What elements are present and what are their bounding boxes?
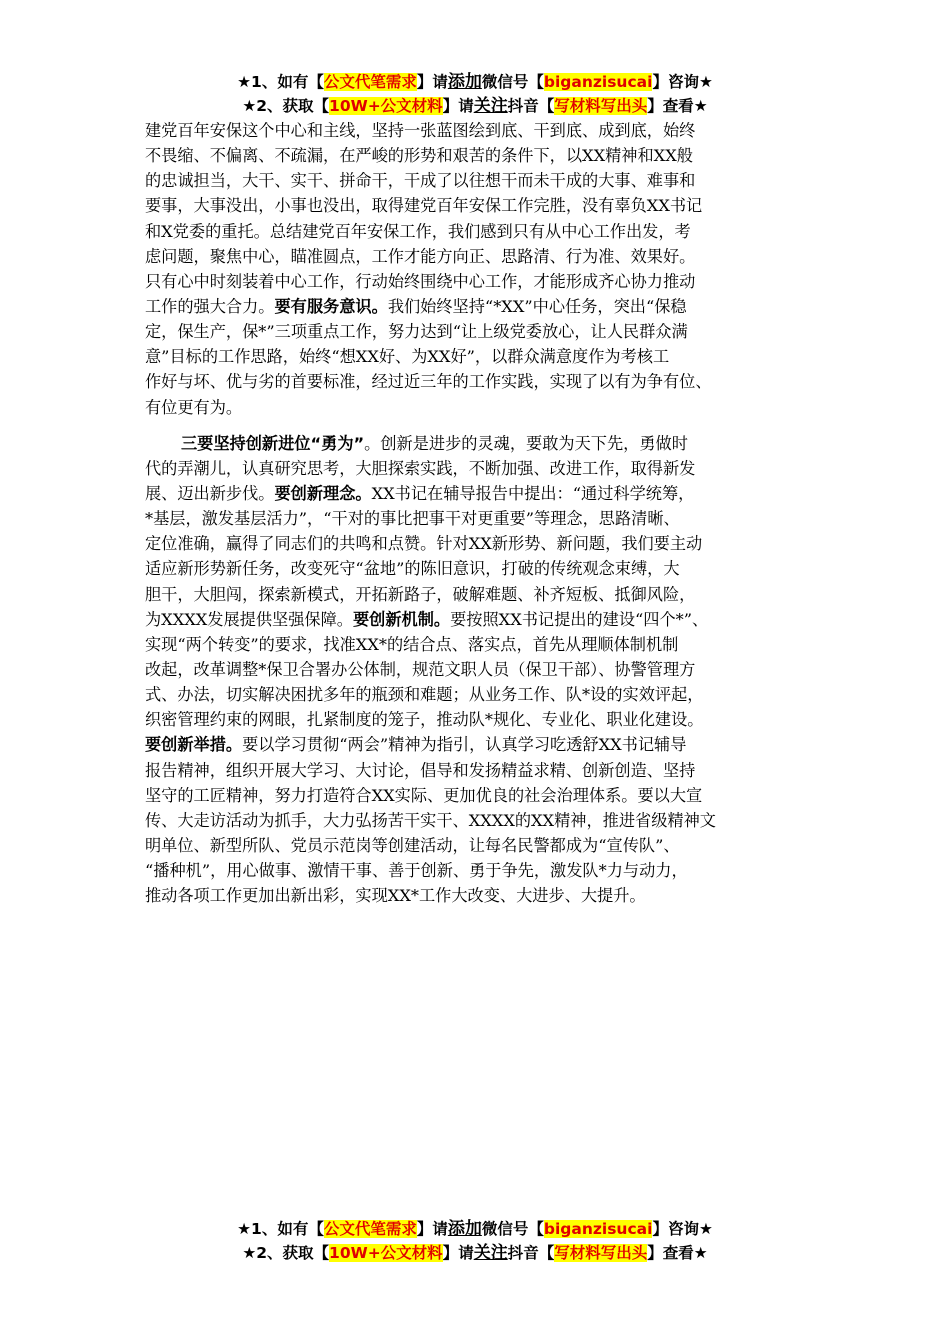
- highlight-text: biganzisucai: [543, 73, 653, 91]
- text-line: 式、办法，切实解决困扰多年的瓶颈和难题；从业务工作、队*设的实效评起，: [145, 685, 704, 705]
- text-line: 意”目标的工作思路，始终“想XX好、为XX好”，以群众满意度作为考核工: [145, 347, 670, 367]
- text-line: 的忠诚担当，大干、实干、拼命干，干成了以往想干而未干成的大事、难事和: [145, 171, 696, 191]
- text-line: 作好与坏、优与劣的首要标准，经过近三年的工作实践，实现了以有为争有位、: [145, 372, 712, 392]
- text-line: 只有心中时刻装着中心工作，行动始终围绕中心工作，才能形成齐心协力推动: [145, 271, 696, 291]
- text-line: 定，保生产，保*”三项重点工作，努力达到“让上级党委放心，让人民群众满: [145, 322, 688, 342]
- text-line: 要创新举措。要以学习贯彻“两会”精神为指引，认真学习吃透舒XX书记辅导: [145, 735, 687, 755]
- text-line: 不畏缩、不偏离、不疏漏，在严峻的形势和艰苦的条件下，以XX精神和XX般: [145, 146, 693, 166]
- text-line: 坚守的工匠精神，努力打造符合XX实际、更加优良的社会治理体系。要以大宣: [145, 785, 703, 805]
- bold-heading: 要创新举措。: [145, 735, 243, 755]
- text-line: 传、大走访活动为抓手，大力弘扬苦干实干、XXXX的XX精神，推进省级精神文: [145, 810, 716, 830]
- bold-heading: 要创新机制。: [352, 609, 451, 629]
- text-line: 三要坚持创新进位“勇为”。创新是进步的灵魂，要敢为天下先，勇做时: [181, 433, 688, 453]
- bold-heading: 三要坚持创新进位“勇为”: [181, 433, 365, 453]
- paragraph-2: [145, 431, 810, 909]
- text-line: 胆干，大胆闯，探索新模式，开拓新路子，破解难题、补齐短板、抵御风险，: [145, 584, 696, 604]
- highlight-text: 公文代笔需求: [323, 1220, 417, 1238]
- highlight-text: biganzisucai: [543, 1220, 653, 1238]
- footer-line-2: ★2、获取【10W+公文材料】请关注抖音【写材料写出头】查看★: [242, 1243, 708, 1263]
- text-line: 为XXXX发展提供坚强保障。要创新机制。要按照XX书记提出的建设“四个*”、: [145, 609, 709, 629]
- text-line: 推动各项工作更加出新出彩，实现XX*工作大改变、大进步、大提升。: [145, 886, 646, 906]
- header-banner: [0, 70, 950, 118]
- text-line: 有位更有为。: [145, 397, 243, 417]
- body-text: [145, 118, 810, 908]
- text-line: 明单位、新型所队、党员示范岗等创建活动，让每名民警都成为“宣传队”、: [145, 835, 680, 855]
- highlight-text: 公文代笔需求: [323, 73, 417, 91]
- text-line: 展、迈出新步伐。要创新理念。XX书记在辅导报告中提出：“通过科学统筹，: [145, 483, 695, 503]
- text-line: 实现“两个转变”的要求，找准XX*的结合点、落实点，首先从理顺体制机制: [145, 634, 679, 654]
- text-line: 织密管理约束的网眼，扎紧制度的笼子，推动队*规化、专业化、职业化建设。: [145, 710, 704, 730]
- text-line: *基层，激发基层活力”，“干对的事比把事干对更重要”等理念，思路清晰、: [145, 509, 680, 529]
- footer-line-1: ★1、如有【公文代笔需求】请添加微信号【biganzisucai】咨询★: [237, 1219, 713, 1239]
- text-line: 工作的强大合力。要有服务意识。我们始终坚持“*XX”中心任务，突出“保稳: [145, 296, 687, 316]
- paragraph-1: [145, 118, 810, 420]
- text-line: “播种机”，用心做事、激情干事、善于创新、勇于争先，激发队*力与动力，: [145, 861, 688, 881]
- text-line: 定位准确，赢得了同志们的共鸣和点赞。针对XX新形势、新问题，我们要主动: [145, 534, 703, 554]
- highlight-text: 10W+公文材料: [329, 97, 443, 115]
- text-line: 适应新形势新任务，改变死守“盆地”的陈旧意识，打破的传统观念束缚，大: [145, 559, 680, 579]
- highlight-text: 写材料写出头: [554, 97, 648, 115]
- text-line: 虑问题，聚焦中心，瞄准圆点，工作才能方向正、思路清、行为准、效果好。: [145, 246, 696, 266]
- footer-banner: [0, 1217, 950, 1265]
- bold-heading: 要有服务意识。: [274, 296, 388, 316]
- highlight-text: 写材料写出头: [554, 1244, 648, 1262]
- text-line: 和X党委的重托。总结建党百年安保工作，我们感到只有从中心工作出发，考: [145, 221, 691, 241]
- text-line: 建党百年安保这个中心和主线，坚持一张蓝图绘到底、干到底、成到底，始终: [145, 121, 696, 140]
- highlight-text: 10W+公文材料: [329, 1244, 443, 1262]
- text-line: 要事，大事没出，小事也没出，取得建党百年安保工作完胜，没有辜负XX书记: [145, 196, 703, 216]
- header-line-2: ★2、获取【10W+公文材料】请关注抖音【写材料写出头】查看★: [242, 96, 708, 116]
- text-line: 代的弄潮儿，认真研究思考，大胆探索实践，不断加强、改进工作，取得新发: [145, 458, 696, 478]
- text-line: 改起，改革调整*保卫合署办公体制，规范文职人员（保卫干部）、协警管理方: [145, 659, 696, 679]
- header-line-1: ★1、如有【公文代笔需求】请添加微信号【biganzisucai】咨询★: [237, 72, 713, 92]
- text-line: 报告精神，组织开展大学习、大讨论，倡导和发扬精益求精、创新创造、坚持: [145, 760, 696, 780]
- bold-heading: 要创新理念。: [274, 483, 372, 503]
